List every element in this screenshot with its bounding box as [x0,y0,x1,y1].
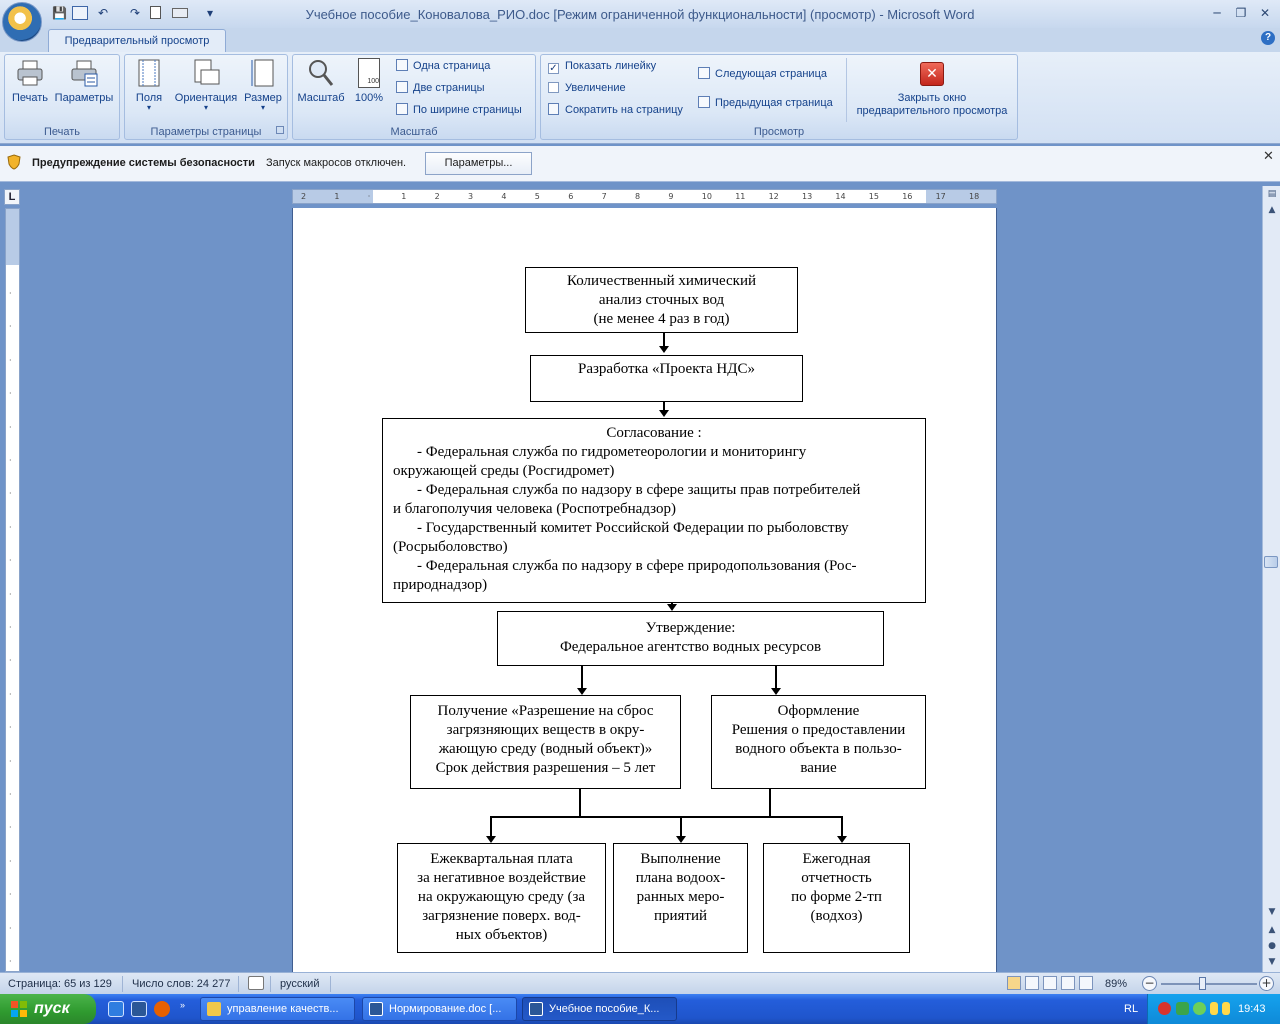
connector [663,332,665,346]
ruler-tick: · [9,790,12,799]
ruler-tick: · [9,656,12,666]
ruler-tick: 11 [735,192,746,201]
show-ruler-check-icon: ✓ [549,63,558,74]
draft-view-icon[interactable] [1079,976,1093,990]
proofing-icon[interactable] [248,976,264,990]
security-warning-message: Запуск макросов отключен. [266,157,407,169]
size-label: Размер [244,92,282,104]
connector [581,665,583,688]
flow-box-approval: Согласование : - Федеральная служба по гидрометеорологии и мониторингу окружающей среды (Росгидромет) - Федеральная служба по надзору в сфере защиты прав потребителей и благополучия человека (Роспотребнадзор) - Государственный комитет Российской Федерации по рыболовству (Росрыболовство) - Федеральная служба по надзору в сфере природопользования (Рос- природнадзор) [382,418,926,603]
shrink-icon [548,103,559,115]
ruler-tick: 10 [701,192,712,201]
magnifier-checkbox[interactable]: Увеличение [548,79,626,97]
browse-object-icon[interactable]: ● [1268,941,1276,951]
magnifier-check-icon [548,82,559,93]
group-zoom-label: Масштаб [390,126,438,138]
ruler-tick: · [9,723,12,733]
show-ruler-checkbox[interactable]: ✓ Показать линейку [549,60,657,74]
word-quicklaunch-icon[interactable] [131,1001,147,1017]
connector [775,665,777,688]
firefox-quicklaunch-icon[interactable] [154,1001,170,1017]
security-tray-icon[interactable] [1210,1002,1218,1015]
arrow-down-icon [659,346,669,353]
group-page-setup-label: Параметры страницы [150,126,262,138]
connector [663,402,665,410]
orientation-icon [191,58,221,88]
ruler-tick: 18 [969,192,980,201]
close-preview-label-1: Закрыть окно [897,92,967,104]
flow-box-confirmation: Утверждение: Федеральное агентство водных ресурсов [497,611,884,666]
prev-page-button[interactable]: Предыдущая страница [698,94,833,112]
security-bar-close-icon[interactable]: ✕ [1263,148,1274,163]
ruler-tick: · [9,389,12,399]
connector [841,816,843,836]
ruler-tick: 3 [468,192,474,201]
ruler-tick: 15 [868,192,879,201]
ruler-tick: 9 [668,192,674,201]
ruler-tick: · [9,522,12,532]
ie-quicklaunch-icon[interactable] [108,1001,124,1017]
ruler-tick: 1 [334,192,340,201]
taskbar-item-uchebnoe[interactable]: Учебное пособие_К... [522,997,677,1021]
update-tray-icon[interactable] [1193,1002,1206,1015]
flow-box-analysis: Количественный химический анализ сточных вод (не менее 4 раз в год) [525,267,798,333]
arrow-down-icon [676,836,686,843]
tab-print-preview[interactable]: Предварительный просмотр [48,29,226,52]
arrow-down-icon [837,836,847,843]
close-preview-label-2: предварительного просмотра [856,105,1008,117]
one-page-button[interactable]: Одна страница [396,57,490,75]
flow-box-water-use-decision: Оформление Решения о предоставлении водного объекта в пользо- вание [711,695,926,789]
taskbar-item-quality[interactable]: управление качеств... [200,997,355,1021]
window-title: Учебное пособие_Коновалова_РИО.doc [Режим ограниченной функциональности] (просмотр) - Microsoft Word [305,7,975,22]
word-doc-icon [369,1002,383,1016]
vertical-scrollbar[interactable] [1262,186,1280,972]
network-tray-icon[interactable] [1176,1002,1189,1015]
print-options-label: Параметры [54,92,114,104]
status-separator [330,976,331,992]
flow-box-nds-project: Разработка «Проекта НДС» [530,355,803,402]
full-screen-view-icon[interactable] [1025,976,1039,990]
next-page-nav-icon[interactable]: ▼ [1268,957,1276,967]
scroll-up-icon[interactable]: ▲ [1268,205,1276,215]
orientation-dropdown-icon: ▾ [203,103,208,112]
undo-icon[interactable]: ↶ [97,6,109,20]
ruler-tick: · [9,589,12,599]
margins-dropdown-icon: ▾ [146,103,151,112]
prev-page-nav-icon[interactable]: ▲ [1268,925,1276,935]
scroll-down-icon[interactable]: ▼ [1268,907,1276,917]
page-width-icon [396,103,408,115]
ruler-tick: · [9,456,12,465]
ruler-tick: · [9,890,12,900]
redo-icon[interactable]: ↷ [129,6,141,20]
status-separator [122,976,123,992]
print-button-label: Печать [11,92,49,104]
ruler-tick: 12 [768,192,779,201]
language-indicator[interactable]: русский [280,978,320,990]
size-button[interactable] [242,58,284,118]
two-pages-button[interactable]: Две страницы [396,79,485,97]
office-button[interactable] [2,2,42,42]
group-print-label: Печать [43,126,81,138]
shield-icon [7,154,21,170]
connector [680,816,682,836]
print-button[interactable] [8,58,52,118]
prev-page-icon [698,96,710,108]
zoom-button[interactable] [296,58,346,118]
ruler-tick: · [9,355,12,365]
zoom-100-label: 100% [354,92,384,104]
quicklaunch-expand-icon[interactable]: » [180,1000,186,1010]
flow-box-quarterly-fee: Ежеквартальная плата за негативное воздействие на окружающую среду (за загрязнение поверх. вод- ных объектов) [397,843,606,953]
connector [579,788,581,816]
ruler-tick: 4 [501,192,507,201]
antivirus-tray-icon[interactable] [1158,1002,1171,1015]
save-icon[interactable]: 💾 [52,6,67,20]
word-count[interactable]: Число слов: 24 277 [132,978,231,990]
printer-options-icon [69,58,99,88]
arrow-down-icon [771,688,781,695]
arrow-down-icon [659,410,669,417]
zoom-out-button[interactable]: − [1142,976,1157,991]
web-layout-view-icon[interactable] [1043,976,1057,990]
zoom-100-button[interactable] [350,58,388,118]
status-bar [0,972,1280,994]
ruler-tick: · [9,957,12,966]
scrollbar-thumb[interactable] [1264,556,1278,568]
arrow-down-icon [486,836,496,843]
ruler-tick: · [9,489,12,499]
zoom-slider-thumb[interactable] [1199,977,1206,990]
ruler-top-margin [6,209,19,265]
ruler-tick: · [9,823,12,833]
one-page-icon [396,59,408,71]
ruler-tick: 13 [802,192,813,201]
ruler-tick: · [367,192,371,201]
maximize-button[interactable]: ❐ [1235,6,1247,20]
ruler-toggle-icon[interactable]: ▤ [1267,189,1277,199]
clock: 19:43 [1238,1003,1266,1015]
zoom-100-icon: 100 [358,58,380,88]
printer-icon [15,58,45,88]
page-size-icon [248,58,278,88]
start-button[interactable]: пуск [0,994,96,1024]
zoom-label: Масштаб [297,92,345,104]
arrow-down-icon [577,688,587,695]
connector [490,816,843,818]
qat-customize-icon[interactable]: ▾ [206,6,214,20]
taskbar-item-normirovanie[interactable]: Нормирование.doc [... [362,997,517,1021]
ruler-tick: 8 [635,192,641,201]
two-pages-icon [396,81,408,93]
zoom-slider-track[interactable] [1161,983,1257,985]
orientation-label: Ориентация [174,92,238,104]
input-language-indicator[interactable]: RL [1124,1003,1139,1015]
ruler-tick: · [9,689,12,699]
security-warning-title: Предупреждение системы безопасности [32,157,255,169]
tab-selector[interactable]: L [4,189,20,205]
outline-view-icon[interactable] [1061,976,1075,990]
ruler-tick: · [9,422,12,432]
connector [769,788,771,816]
connector [490,816,492,836]
shield-tray-icon[interactable] [1222,1002,1230,1015]
flow-box-annual-report: Ежегодная отчетность по форме 2-тп (водхоз) [763,843,910,953]
horizontal-ruler[interactable] [292,189,997,204]
close-window-button[interactable]: ✕ [1259,6,1271,20]
ruler-tick: · [9,856,12,866]
next-page-button[interactable]: Следующая страница [698,65,827,83]
ruler-tick: · [9,289,12,298]
close-preview-button[interactable] [848,58,1016,118]
zoom-level[interactable]: 89% [1105,978,1128,990]
ruler-tick: · [9,556,12,566]
ruler-tick: · [9,923,12,933]
page-width-button[interactable]: По ширине страницы [396,101,522,119]
page-count[interactable]: Страница: 65 из 129 [8,978,112,990]
margins-icon [134,58,164,88]
next-page-icon [698,67,710,79]
page-setup-launcher-icon[interactable] [276,126,284,134]
print-layout-view-icon[interactable] [1007,976,1021,990]
flow-box-protection-plan: Выполнение плана водоох- ранных меро- приятий [613,843,748,953]
ribbon-separator [846,58,847,122]
ruler-tick: 17 [935,192,946,201]
ruler-tick: 7 [601,192,607,201]
minimize-button[interactable]: ─ [1213,6,1221,20]
ruler-tick: · [9,756,12,766]
ruler-tick: 2 [434,192,440,201]
group-preview-label: Просмотр [753,126,805,138]
ruler-tick: 5 [534,192,540,201]
shrink-one-page-button[interactable]: Сократить на страницу [548,101,683,119]
orientation-button[interactable] [170,58,242,118]
document-page[interactable] [292,208,997,972]
size-dropdown-icon: ▾ [260,103,265,112]
ruler-tick: 2 [301,192,307,201]
flow-box-discharge-permit: Получение «Разрешение на сброс загрязняющих веществ в окру- жающую среду (водный объект)» Срок действия разрешения – 5 лет [410,695,681,789]
print-options-button[interactable] [52,58,116,118]
zoom-in-button[interactable]: + [1259,976,1274,991]
ruler-tick: 16 [902,192,913,201]
status-separator [238,976,239,992]
help-icon[interactable]: ? [1261,31,1275,45]
arrow-down-icon [667,604,677,611]
ruler-tick: · [9,322,12,332]
word-doc-icon [529,1002,543,1016]
windows-logo-icon [10,1000,28,1018]
margins-label: Поля [135,92,163,104]
margins-button[interactable] [130,58,168,118]
ruler-tick: 1 [401,192,407,201]
folder-icon [207,1002,221,1016]
security-options-button[interactable]: Параметры... [425,152,532,175]
vertical-ruler[interactable] [5,208,20,972]
ruler-tick: 6 [568,192,574,201]
ruler-tick: · [9,623,12,632]
close-preview-icon: ✕ [920,62,944,86]
magnifier-icon [306,58,336,88]
ruler-tick: 14 [835,192,846,201]
status-separator [270,976,271,992]
